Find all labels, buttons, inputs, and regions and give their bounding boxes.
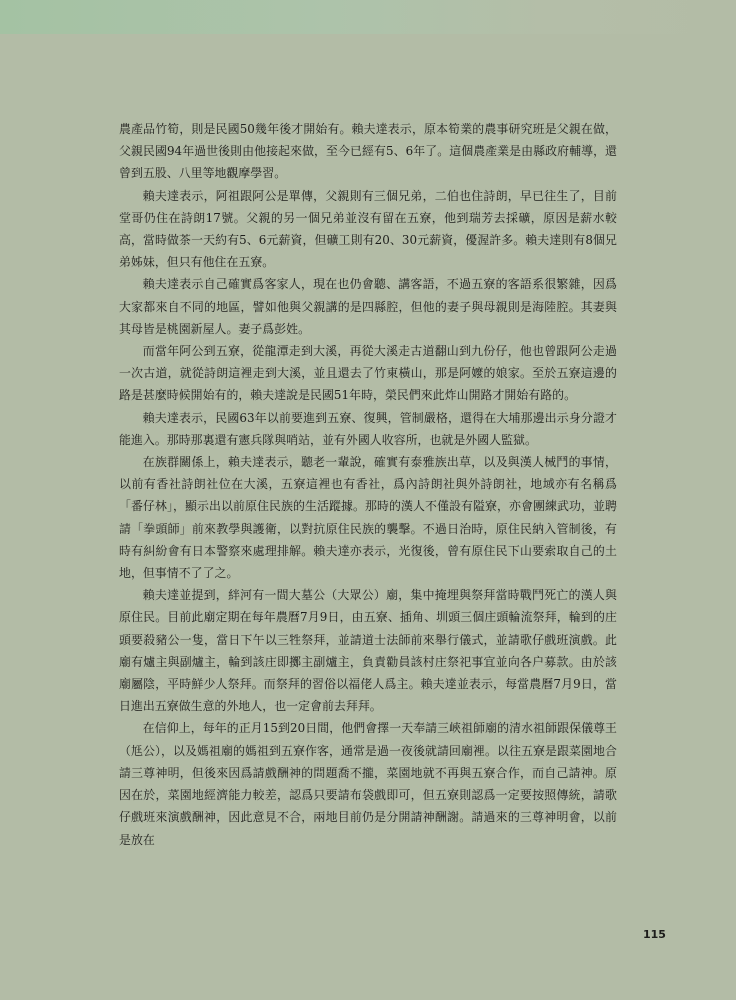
paragraph: 而當年阿公到五寮，從龍潭走到大溪，再從大溪走古道翻山到九份仔，他也曾跟阿公走過一次古道，就從詩朗這裡走到大溪，並且還去了竹東橫山，那是阿嬤的娘家。至於五寮這邊的路是甚麼時候開始有的，賴夫達說是民國51年時，榮民們來此炸山開路才開始有路的。 xyxy=(119,344,617,403)
article-body xyxy=(119,118,617,851)
paragraph: 賴夫達表示，民國63年以前要進到五寮、復興，管制嚴格，還得在大埔那邊出示身分證才能進入。那時那裏還有憲兵隊與哨站，並有外國人收容所，也就是外國人監獄。 xyxy=(119,410,617,447)
paragraph: 在族群關係上，賴夫達表示，聽老一輩說，確實有泰雅族出草，以及與漢人械鬥的事情，以前有香社詩朗社位在大溪，五寮這裡也有香社，爲內詩朗社與外詩朗社，地域亦有名稱爲「番仔林」，顯示出以前原住民族的生活蹤據。那時的漢人不僅設有隘寮，亦會團練武功，並聘請「拳頭師」前來教學與護衛，以對抗原住民族的襲擊。不過日治時，原住民納入管制後，有時有糾紛會有日本警察來處理排解。賴夫達亦表示，光復後，曾有原住民下山要索取自己的土地，但事情不了了之。 xyxy=(119,455,617,581)
paragraph: 賴夫達表示，阿祖跟阿公是單傳，父親則有三個兄弟，二伯也住詩朗，早已往生了，目前堂哥仍住在詩朗17號。父親的另一個兄弟並沒有留在五寮，他到瑞芳去採礦，原因是薪水較高，當時做茶一天約有5、6元薪資，但礦工則有20、30元薪資，優渥許多。賴夫達則有8個兄弟姊妹，但只有他住在五寮。 xyxy=(119,188,617,270)
header-band xyxy=(0,0,736,34)
paragraph: 賴夫達並提到，絆河有一間大墓公（大眾公）廟，集中掩埋與祭拜當時戰鬥死亡的漢人與原住民。目前此廟定期在每年農曆7月9日，由五寮、插角、圳頭三個庄頭輪流祭拜，輪到的庄頭要殺豬公一隻，當日下午以三牲祭拜，並請道士法師前來舉行儀式，並請歌仔戲班演戲。此廟有爐主與副爐主，輪到該庄即擲主副爐主，負責勸員該村庄祭祀事宜並向各户募款。由於該廟屬陰，平時鮮少人祭拜。而祭拜的習俗以福佬人爲主。賴夫達並表示，每當農曆7月9日，當日進出五寮做生意的外地人，也一定會前去拜拜。 xyxy=(119,588,617,714)
page-number: 115 xyxy=(643,928,666,941)
paragraph: 農產品竹筍，則是民國50幾年後才開始有。賴夫達表示，原本筍業的農事研究班是父親在做，父親民國94年過世後則由他接起來做，至今已經有5、6年了。這個農產業是由縣政府輔導，還曾到五股、八里等地觀摩學習。 xyxy=(119,122,617,181)
paragraph: 賴夫達表示自己確實爲客家人，現在也仍會聽、講客語，不過五寮的客語系很繁雜，因爲大家都來自不同的地區，譬如他與父親講的是四縣腔，但他的妻子與母親則是海陸腔。其妻與其母皆是桃園新屋人。妻子爲彭姓。 xyxy=(119,277,617,336)
paragraph: 在信仰上，每年的正月15到20日間，他們會擇一天奉請三峽祖師廟的清水祖師跟保儀尊王（尪公），以及媽祖廟的媽祖到五寮作客，通常是過一夜後就請回廟裡。以往五寮是跟菜園地合請三尊神明，但後來因爲請戲酬神的問題喬不攏，菜園地就不再與五寮合作，而自己請神。原因在於，菜園地經濟能力較差，認爲只要請布袋戲即可，但五寮則認爲一定要按照傳統，請歌仔戲班來演戲酬神，因此意見不合，兩地目前仍是分開請神酬謝。請過來的三尊神明會，以前是放在 xyxy=(119,721,617,847)
